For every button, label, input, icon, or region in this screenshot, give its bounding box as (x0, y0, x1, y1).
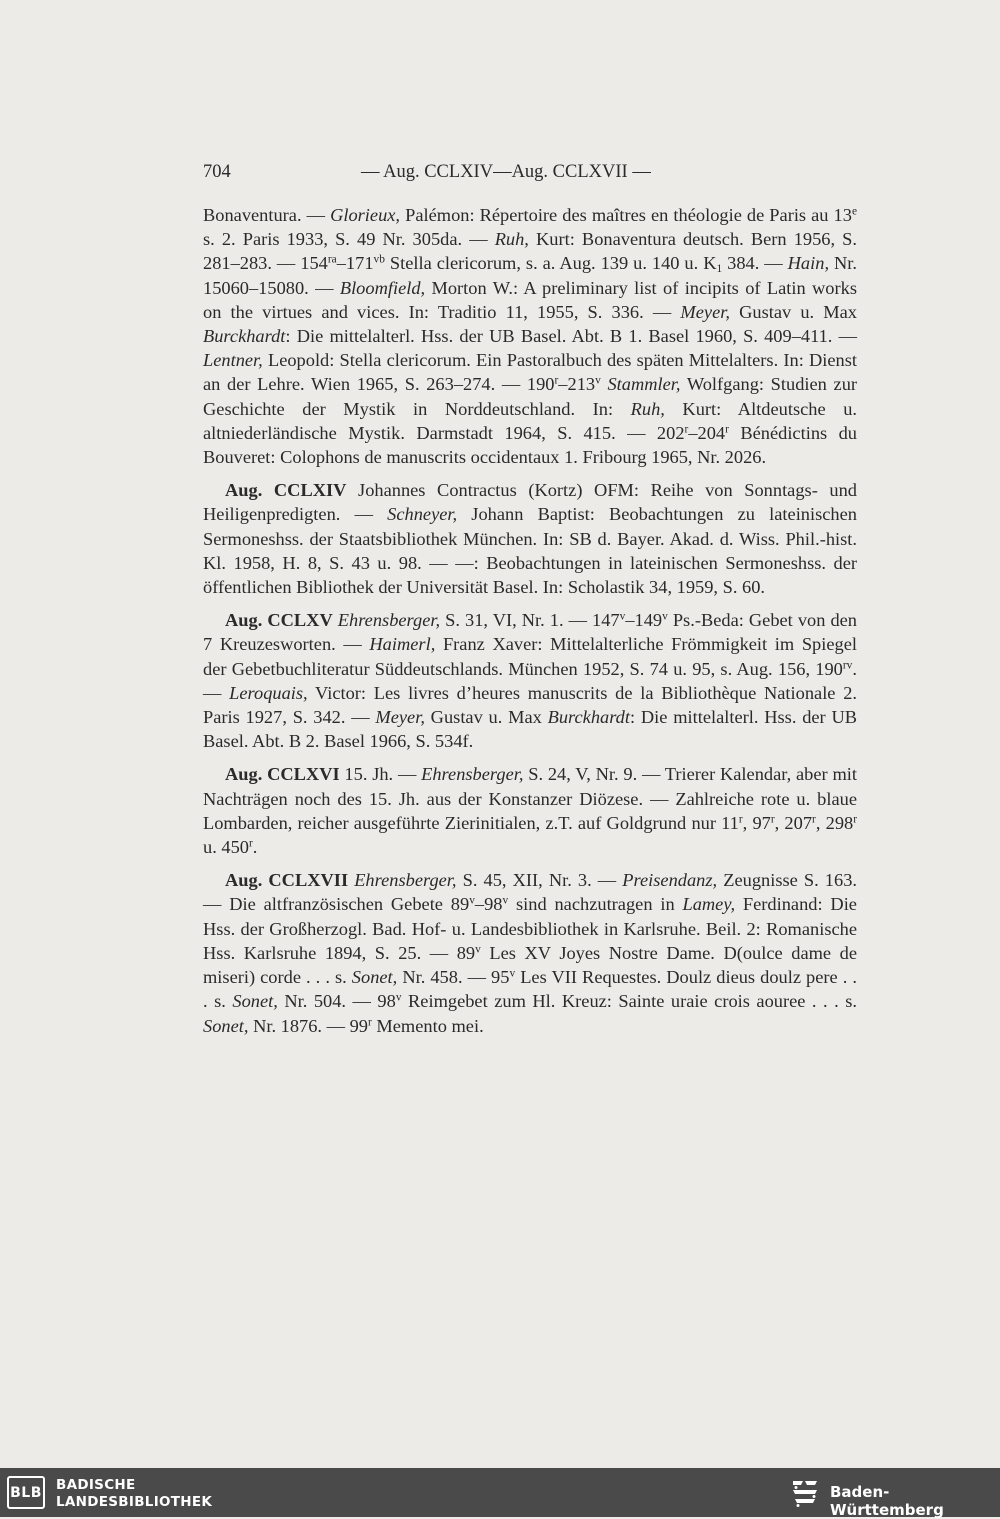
text-run: Reimgebet zum Hl. Kreuz: Sainte uraie crois aouree . . . s. (401, 991, 857, 1012)
superscript: r (684, 423, 689, 436)
text-run: Stella clericorum, s. a. Aug. 139 u. 140 u. K (384, 253, 717, 274)
entry-heading: Aug. CCLXVI (225, 764, 340, 785)
institution-line-1: BADISCHE (56, 1477, 136, 1493)
blb-logo-text: BLB (10, 1484, 42, 1501)
text-run: 384. — (722, 253, 788, 274)
superscript: r (368, 1016, 372, 1029)
paragraph-bonaventura (203, 203, 857, 469)
superscript: e (851, 205, 857, 218)
superscript: v (662, 610, 668, 623)
superscript: rv (842, 659, 853, 672)
text-run: –149 (625, 610, 663, 631)
text-run: Nr. 458. — 95 (397, 967, 510, 988)
italic-author: Burckhardt (203, 326, 286, 347)
superscript: r (554, 375, 559, 388)
italic-author: Glorieux, (330, 205, 401, 225)
italic-author: Lamey, (682, 894, 736, 915)
italic-author: Hain, (787, 253, 830, 274)
superscript: v (469, 895, 475, 908)
text-run: s. 2. Paris 1933, S. 49 Nr. 305da. — (203, 229, 495, 250)
text-run: Nr. 15060–15080. — (203, 253, 857, 298)
superscript: v (619, 610, 626, 623)
document-body (203, 203, 857, 1047)
text-run: Franz Xaver: Mittelalterliche Frömmigkeit im Spiegel der Gebetbuchliteratur Süddeutschlands. München 1952, S. 74 u. 95, s. Aug. 156, 190 (203, 634, 857, 679)
page-number: 704 (203, 162, 231, 182)
text-run: sind nachzutragen in (508, 894, 683, 915)
entry-aug-cclxvi (203, 762, 857, 859)
italic-author: Leroquais, (229, 682, 308, 703)
superscript: v (509, 967, 516, 980)
italic-author: Schneyer, (387, 504, 458, 525)
text-run: S. 45, XII, Nr. 3. — (456, 870, 623, 891)
text-run: Zeugnisse S. 163. — Die altfranzösischen Gebete 89 (203, 870, 857, 915)
superscript: r (770, 813, 775, 826)
text-run: , 97 (742, 812, 771, 833)
italic-author: Ruh, (494, 229, 529, 250)
superscript: r (738, 813, 743, 826)
italic-author: Preisendanz, (622, 870, 718, 891)
text-run: Gustav u. Max (424, 707, 548, 728)
italic-author: Stammler, (607, 374, 681, 395)
text-run: –171 (336, 253, 374, 274)
entry-heading: Aug. CCLXV (225, 610, 333, 631)
text-run: –204 (688, 422, 726, 443)
text-run: Wolfgang: Studien zur Geschichte der Mystik in Norddeutschland. In: (203, 374, 858, 419)
running-title: — Aug. CCLXIV—Aug. CCLXVII — (361, 162, 651, 182)
text-run: Leopold: Stella clericorum. Ein Pastoralbuch des späten Mittelalters. In: Dienst an der Lehre. Wien 1965, S. 263–274. — 190 (203, 350, 857, 395)
text-run: , 298 (815, 812, 854, 833)
italic-author: Sonet, (351, 967, 398, 988)
text-run: Nr. 504. — 98 (277, 991, 396, 1012)
text-run: Kurt: Bonaventura deutsch. Bern 1956, S. 281–283. — 154 (203, 229, 857, 274)
text-run: Bonaventura. — (203, 205, 331, 225)
italic-author: Sonet, (232, 991, 278, 1012)
baden-wuerttemberg-label: Baden-Württemberg (830, 1483, 944, 1519)
entry-heading: Aug. CCLXIV (225, 480, 347, 501)
italic-author: Ruh, (630, 398, 665, 419)
text-run: Palémon: Répertoire des maîtres en théologie de Paris au 13 (400, 205, 852, 225)
text-run: Ferdinand: Die Hss. der Großherzogl. Bad. Hof- u. Landesbibliothek in Karlsruhe. Beil. 2: Romanische Hss. Karlsruhe 1894, S. 25. — 89 (203, 894, 857, 963)
institution-line-2: LANDESBIBLIOTHEK (56, 1494, 213, 1510)
text-run: : Die mittelalterl. Hss. der UB Basel. Abt. B 1. Basel 1960, S. 409–411. — (285, 326, 857, 347)
subscript: 1 (716, 263, 723, 276)
text-run: Nr. 1876. — 99 (248, 1015, 369, 1036)
text-run: S. 24, V, Nr. 9. — Trierer Kalendar, aber mit Nachträgen noch des 15. Jh. aus der Konstanzer Diözese. — Zahlreiche rote u. blaue Lombarden, reicher ausgeführte Zierinitialen, z.T. auf Goldgrund nur 11 (203, 764, 857, 833)
text-run: . (252, 837, 258, 858)
blb-logo[interactable] (7, 1476, 45, 1509)
superscript: vb (373, 254, 385, 267)
text-run: Memento mei. (371, 1015, 484, 1036)
italic-author: Ehrensberger, (354, 870, 457, 891)
text-run: Kurt: Altdeutsche u. altniederländische Mystik. Darmstadt 1964, S. 415. — 202 (203, 398, 857, 443)
italic-author: Bloomfield, (339, 277, 426, 298)
superscript: v (475, 943, 481, 956)
text-run: Les VII Requestes. Doulz dieus doulz pere . . . s. (203, 967, 857, 1012)
text-run: Johannes Contractus (Kortz) OFM: Reihe von Sonntags- und Heiligenpredigten. — (203, 480, 857, 525)
text-run: Morton W.: A preliminary list of incipits of Latin works on the virtues and vices. In: Traditio 11, 1955, S. 336. — (203, 277, 857, 322)
entry-aug-cclxiv (203, 478, 857, 599)
superscript: r (248, 837, 253, 850)
text-run: Les XV Joyes Nostre Dame. D(oulce dame de miseri) corde . . . s. (203, 942, 858, 988)
text-run: . — (203, 658, 857, 703)
text-run: : Die mittelalterl. Hss. der UB Basel. Abt. B 2. Basel 1966, S. 534f. (203, 707, 857, 752)
text-run: Johann Baptist: Beobachtungen zu lateinischen Sermoneshss. der Staatsbibliothek München. In: SB d. Bayer. Akad. d. Wiss. Phil.-hist. Kl. 1958, H. 8, S. 43 u. 98. — —: Beobachtungen in lateinischen Sermoneshss. der öffentlichen Bibliothek der Universität Basel. In: Scholastik 34, 1959, S. 60. (203, 504, 857, 598)
italic-author: Sonet, (203, 1015, 249, 1036)
italic-author: Lentner, (203, 350, 263, 371)
institution-name[interactable] (56, 1477, 212, 1511)
text-run: –98 (474, 894, 503, 915)
superscript: v (395, 992, 402, 1005)
italic-author: Burckhardt (547, 707, 630, 728)
text-run: Ps.-Beda: Gebet von den 7 Kreuzesworten. — (203, 610, 857, 655)
italic-author: Ehrensberger, (421, 764, 524, 785)
text-run: , 207 (774, 812, 813, 833)
entry-aug-cclxv (203, 608, 857, 753)
superscript: ra (327, 254, 337, 267)
page-header (203, 162, 857, 188)
superscript: r (812, 813, 816, 826)
text-run: –213 (558, 374, 596, 395)
text-run: Bénédictins du Bouveret: Colophons de manuscrits occidentaux 1. Fribourg 1965, Nr. 2026. (203, 422, 857, 468)
italic-author: Meyer, (375, 707, 425, 728)
entry-aug-cclxvii (203, 868, 857, 1037)
text-run: Gustav u. Max (729, 301, 858, 322)
italic-author: Meyer, (680, 301, 730, 322)
superscript: v (595, 375, 601, 388)
superscript: v (502, 895, 509, 908)
italic-author: Ehrensberger, (337, 610, 441, 631)
coat-of-arms-icon[interactable] (790, 1477, 820, 1509)
text-run: 15. Jh. — (339, 764, 422, 785)
italic-author: Haimerl, (369, 634, 436, 655)
entry-heading: Aug. CCLXVII (225, 870, 349, 891)
superscript: r (853, 813, 858, 826)
text-run: u. 450 (203, 837, 249, 858)
viewer-footer (0, 1468, 1000, 1517)
text-run: S. 31, VI, Nr. 1. — 147 (440, 610, 620, 631)
superscript: r (725, 423, 729, 436)
text-run: Victor: Les livres d’heures manuscrits de la Bibliothèque Nationale 2. Paris 1927, S. 342. — (203, 682, 857, 728)
